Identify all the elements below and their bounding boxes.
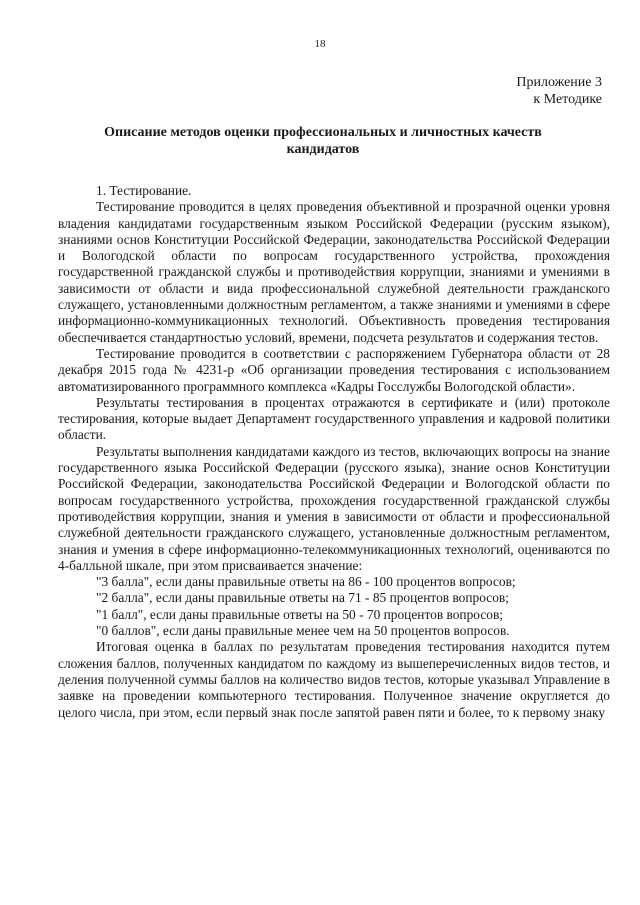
score-item-1: "1 балл", если даны правильные ответы на 50 - 70 процентов вопросов;: [96, 606, 503, 622]
document-title: Описание методов оценки профессиональных и личностных качеств кандидатов: [104, 125, 542, 157]
appendix-reference: [402, 74, 602, 108]
paragraph-scoring-scale: Результаты выполнения кандидатами каждого из тестов, включающих вопросы на знание государственного языка Российской Федерации (русского языка), знание основ Конституции Российской Федерации, законодательства Российской Федерации и Вологодской области по вопросам государственного устройства, прохождения государственной гражданской службы противодействия коррупции, знания и умения в зависимости от области и профессиональной служебной деятельности гражданского служащего, установленные должностным регламентом, знания и умения в сфере информационно-телекоммуникационных технологий, оцениваются по 4-балльной шкале, при этом присваивается значение:: [58, 443, 610, 573]
paragraph-final-score: Итоговая оценка в баллах по результатам проведения тестирования находится путем сложения баллов, полученных кандидатом по каждому из вышеперечисленных видов тестов, и деления полученной суммы баллов на количество видов тестов, которые указывал Управление в заявке на проведении компьютерного тестирования. Полученное значение округляется до целого числа, при этом, если первый знак после запятой равен пяти и более, то к первому знаку: [58, 639, 610, 720]
score-item-0: "0 баллов", если даны правильные менее чем на 50 процентов вопросов.: [96, 623, 510, 639]
paragraph-results-certificate: Результаты тестирования в процентах отражаются в сертификате и (или) протоколе тестирования, которые выдает Департамент государственного управления и кадровой политики области.: [58, 394, 610, 443]
score-item-3: "3 балла", если даны правильные ответы на 86 - 100 процентов вопросов;: [96, 574, 516, 590]
paragraph-testing-purpose: Тестирование проводится в целях проведения объективной и прозрачной оценки уровня владения кандидатами государственным языком Российской Федерации (русским языком), знаниями основ Конституции Российской Федерации, законодательства Российской Федерации и Вологодской области по вопросам государственного устройства, прохождения государственной гражданской службы и противодействия коррупции, знаниями и умениями в зависимости от области и вида профессиональной служебной деятельности гражданского служащего, установленными должностным регламентом, а также знаниями и умениями в сфере информационно-коммуникационных технологий. Объективность проведения тестирования обеспечивается стандартностью условий, времени, подсчета результатов и содержания тестов.: [58, 199, 610, 345]
document-body: [58, 183, 610, 721]
score-item-2: "2 балла", если даны правильные ответы на 71 - 85 процентов вопросов;: [96, 590, 509, 606]
section-heading: 1. Тестирование.: [96, 183, 192, 198]
appendix-line-1: Приложение 3: [516, 75, 602, 90]
page-number: 18: [314, 38, 326, 50]
appendix-line-2: к Методике: [533, 92, 602, 107]
paragraph-testing-basis: Тестирование проводится в соответствии с распоряжением Губернатора области от 28 декабря 2015 года № 4231-р «Об организации проведения тестирования с использованием автоматизированного программного комплекса «Кадры Госслужбы Вологодской области».: [58, 345, 610, 394]
